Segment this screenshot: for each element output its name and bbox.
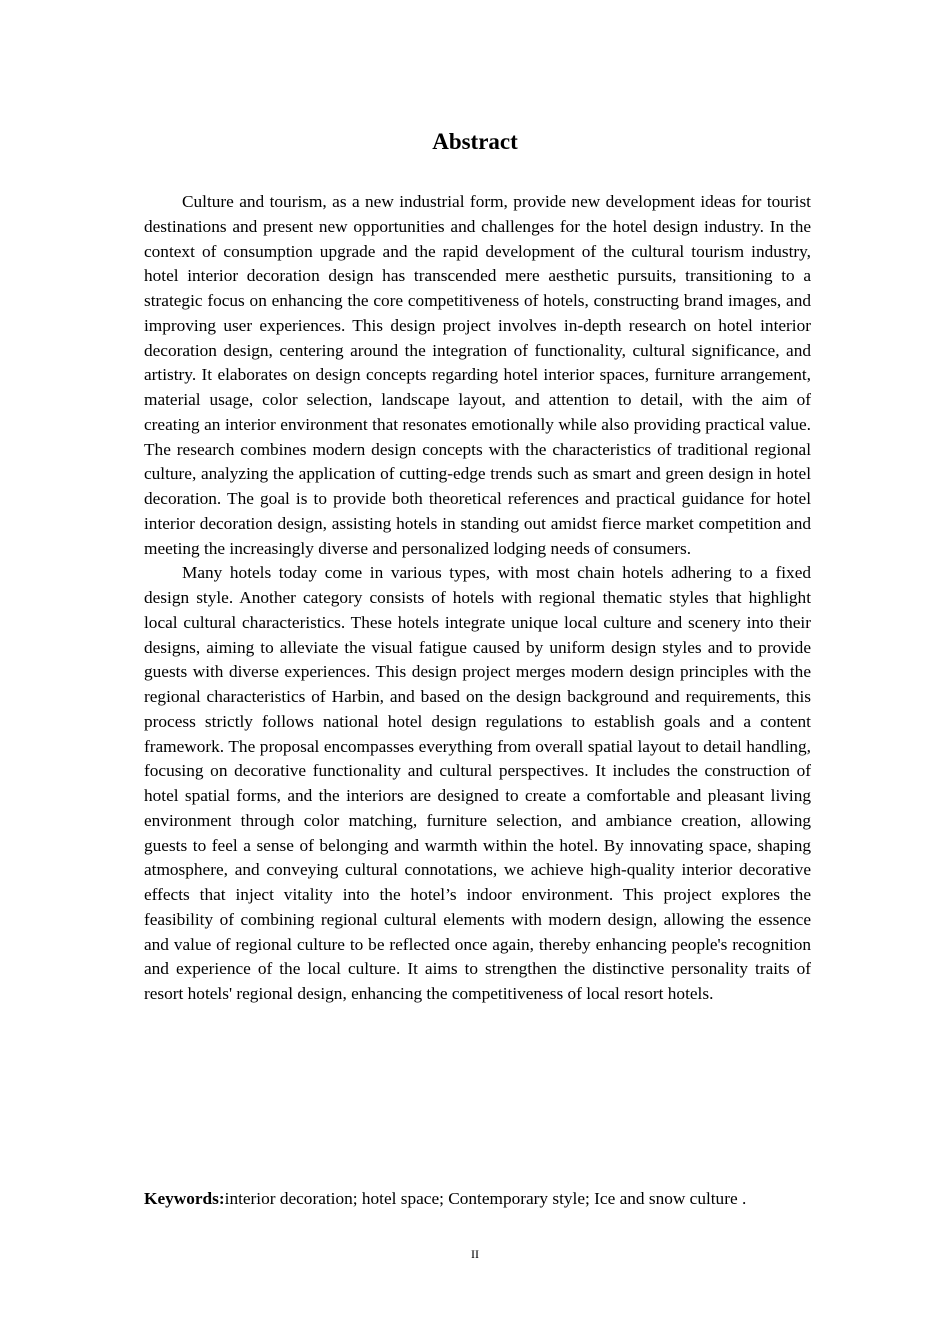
keywords-line (144, 1186, 824, 1211)
abstract-paragraph-2: Many hotels today come in various types, with most chain hotels adhering to a fixed design style. Another category consists of hotels with regional thematic styles that highlight local cultural characteristics. These hotels integrate unique local culture and scenery into their designs, aiming to alleviate the visual fatigue caused by uniform design styles and to provide guests with diverse experiences. This design project merges modern design principles with the regional characteristics of Harbin, and based on the design background and requirements, this process strictly follows national hotel design regulations to establish goals and a content framework. The proposal encompasses everything from overall spatial layout to detail handling, focusing on decorative functionality and cultural perspectives. It includes the construction of hotel spatial forms, and the interiors are designed to create a comfortable and pleasant living environment through color matching, furniture selection, and ambiance creation, allowing guests to feel a sense of belonging and warmth within the hotel. By innovating space, shaping atmosphere, and conveying cultural connotations, we achieve high-quality interior decorative effects that inject vitality into the hotel’s indoor environment. This project explores the feasibility of combining regional cultural elements with modern design, allowing the essence and value of regional culture to be reflected once again, thereby enhancing people's recognition and experience of the local culture. It aims to strengthen the distinctive personality traits of resort hotels' regional design, enhancing the competitiveness of local resort hotels. (144, 563, 811, 1003)
abstract-paragraph-1: Culture and tourism, as a new industrial form, provide new development ideas for tourist destinations and present new opportunities and challenges for the hotel design industry. In the context of consumption upgrade and the rapid development of the cultural tourism industry, hotel interior decoration design has transcended mere aesthetic pursuits, transitioning to a strategic focus on enhancing the core competitiveness of hotels, constructing brand images, and improving user experiences. This design project involves in-depth research on hotel interior decoration design, centering around the integration of functionality, cultural significance, and artistry. It elaborates on design concepts regarding hotel interior spaces, furniture arrangement, material usage, color selection, landscape layout, and attention to detail, with the aim of creating an interior environment that resonates emotionally while also providing practical value. The research combines modern design concepts with the characteristics of traditional regional culture, analyzing the application of cutting-edge trends such as smart and green design in hotel decoration. The goal is to provide both theoretical references and practical guidance for hotel interior decoration design, assisting hotels in standing out amidst fierce market competition and meeting the increasingly diverse and personalized lodging needs of consumers. (144, 192, 811, 558)
page-number: II (471, 1247, 479, 1261)
keywords-value: interior decoration; hotel space; Contemporary style; Ice and snow culture . (224, 1189, 747, 1208)
keywords-label: Keywords: (144, 1189, 225, 1208)
abstract-title: Abstract (432, 129, 518, 154)
abstract-body (144, 190, 811, 1007)
